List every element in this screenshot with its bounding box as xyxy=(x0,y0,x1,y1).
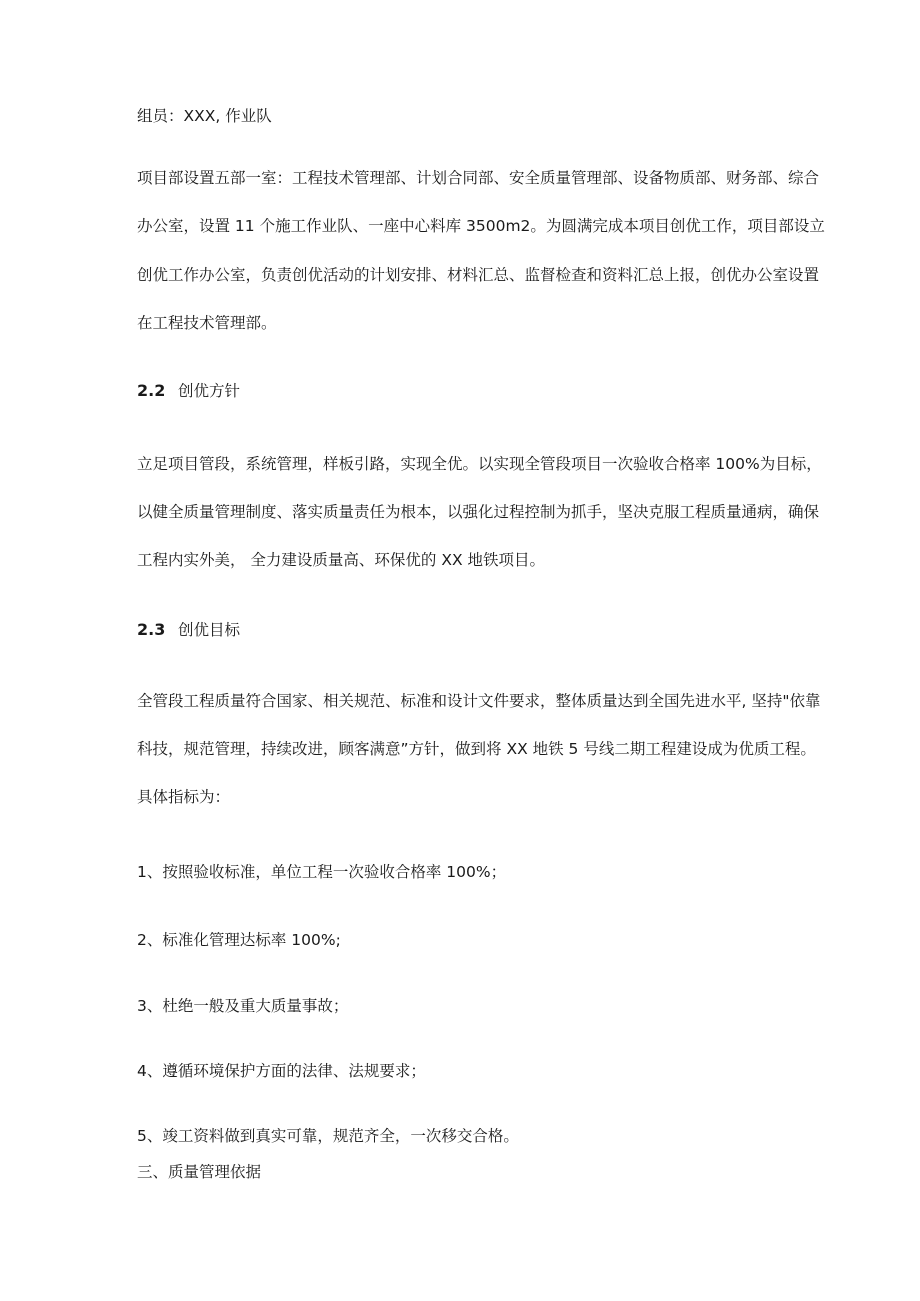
section-heading-2-3 xyxy=(137,620,240,640)
paragraph-line: 全管段工程质量符合国家、相关规范、标准和设计文件要求，整体质量达到全国先进水平, 坚持"依靠 xyxy=(137,692,821,710)
paragraph-line: 创优工作办公室，负责创优活动的计划安排、材料汇总、监督检查和资料汇总上报，创优办公室设置 xyxy=(137,266,820,284)
list-item: 4、遵循环境保护方面的法律、法规要求； xyxy=(137,1062,426,1080)
members-line: 组员：XXX, 作业队 xyxy=(137,107,272,125)
paragraph-line: 科技，规范管理，持续改进，顾客满意”方针，做到将 XX 地铁 5 号线二期工程建设成为优质工程。 xyxy=(137,740,816,758)
paragraph-line: 工程内实外美， 全力建设质量高、环保优的 XX 地铁项目。 xyxy=(137,551,546,569)
paragraph-line: 项目部设置五部一室：工程技术管理部、计划合同部、安全质量管理部、设备物质部、财务部、综合 xyxy=(137,169,820,187)
section-number: 2.3 xyxy=(137,620,166,639)
list-item: 1、按照验收标准，单位工程一次验收合格率 100%； xyxy=(137,863,507,881)
paragraph-line: 具体指标为： xyxy=(137,788,231,806)
paragraph-line: 在工程技术管理部。 xyxy=(137,314,277,332)
paragraph-line: 办公室，设置 11 个施工作业队、一座中心料库 3500m2。为圆满完成本项目创优工作，项目部设立 xyxy=(137,217,825,235)
list-item: 2、标准化管理达标率 100%; xyxy=(137,931,341,949)
section-title: 创优方针 xyxy=(177,382,240,400)
section-heading-3: 三、质量管理依据 xyxy=(137,1163,262,1181)
section-number: 2.2 xyxy=(137,381,166,400)
list-item: 5、竣工资料做到真实可靠，规范齐全，一次移交合格。 xyxy=(137,1127,519,1145)
paragraph-line: 立足项目管段，系统管理，样板引路，实现全优。以实现全管段项目一次验收合格率 100%为目标， xyxy=(137,455,822,473)
section-heading-2-2 xyxy=(137,381,240,401)
list-item: 3、杜绝一般及重大质量事故； xyxy=(137,997,349,1015)
paragraph-line: 以健全质量管理制度、落实质量责任为根本，以强化过程控制为抓手，坚决克服工程质量通病，确保 xyxy=(137,503,820,521)
section-title: 创优目标 xyxy=(177,621,240,639)
